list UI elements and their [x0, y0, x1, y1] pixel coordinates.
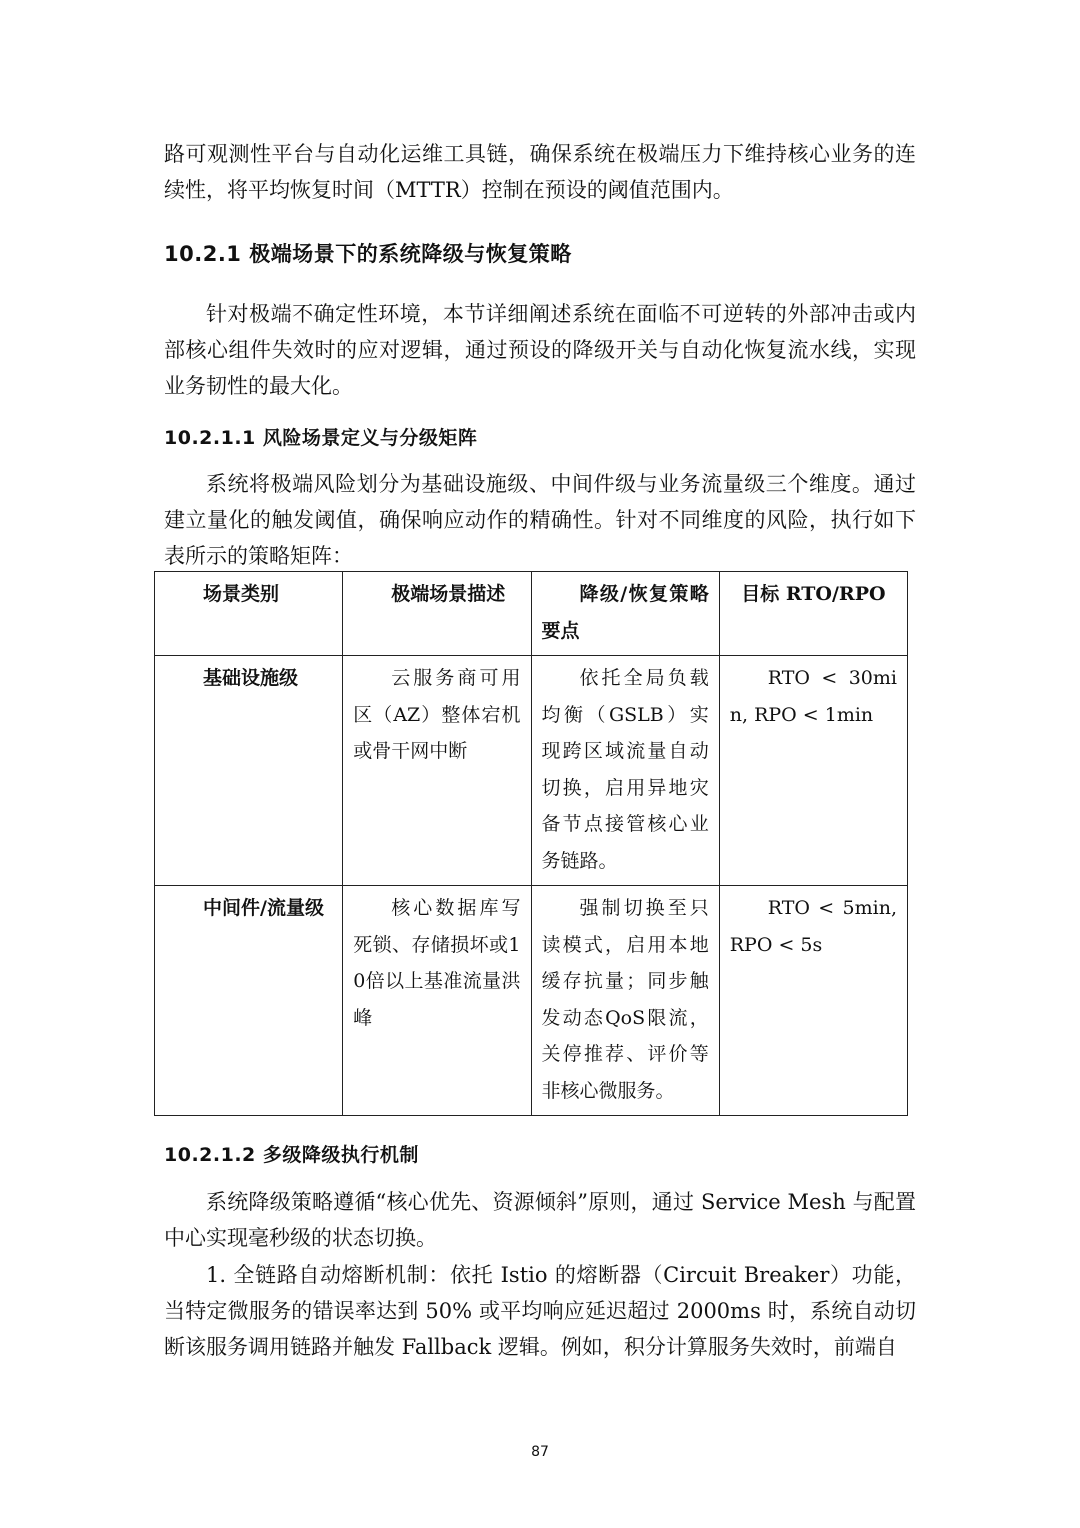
page-number: 87 — [531, 1444, 549, 1460]
table-cell-description: 云服务商可用区（AZ）整体宕机或骨干网中断 — [343, 656, 531, 886]
strategy-matrix-table — [154, 571, 908, 1116]
table-cell-strategy: 依托全局负载均衡（GSLB）实现跨区域流量自动切换，启用异地灾备节点接管核心业务链路。 — [531, 656, 719, 886]
section-heading: 10.2.1 极端场景下的系统降级与恢复策略 — [164, 242, 572, 266]
subsection-heading-risk-matrix: 10.2.1.1 风险场景定义与分级矩阵 — [164, 427, 478, 449]
table-header-row — [155, 572, 908, 656]
subsection-body-risk-matrix: 系统将极端风险划分为基础设施级、中间件级与业务流量级三个维度。通过建立量化的触发阈值，确保响应动作的精确性。针对不同维度的风险，执行如下表所示的策略矩阵： — [164, 472, 916, 568]
table-row — [155, 656, 908, 886]
table-cell-target: RTO < 30min, RPO < 1min — [719, 656, 907, 886]
table-cell-category: 中间件/流量级 — [155, 886, 343, 1116]
table-cell-description: 核心数据库写死锁、存储损坏或10倍以上基准流量洪峰 — [343, 886, 531, 1116]
table-cell-strategy: 强制切换至只读模式，启用本地缓存抗量；同步触发动态QoS限流，关停推荐、评价等非核心微服务。 — [531, 886, 719, 1116]
table-header-target: 目标 RTO/RPO — [719, 572, 907, 656]
intro-paragraph: 路可观测性平台与自动化运维工具链，确保系统在极端压力下维持核心业务的连续性，将平均恢复时间（MTTR）控制在预设的阈值范围内。 — [164, 142, 916, 202]
table-header-description: 极端场景描述 — [343, 572, 531, 656]
table-header-category: 场景类别 — [155, 572, 343, 656]
table-cell-category: 基础设施级 — [155, 656, 343, 886]
section-body: 针对极端不确定性环境，本节详细阐述系统在面临不可逆转的外部冲击或内部核心组件失效时的应对逻辑，通过预设的降级开关与自动化恢复流水线，实现业务韧性的最大化。 — [164, 302, 916, 398]
table-row — [155, 886, 908, 1116]
subsection-heading-degradation: 10.2.1.2 多级降级执行机制 — [164, 1144, 419, 1166]
table-cell-target: RTO < 5min, RPO < 5s — [719, 886, 907, 1116]
subsection-body-degradation: 系统降级策略遵循“核心优先、资源倾斜”原则，通过 Service Mesh 与配置中心实现毫秒级的状态切换。 — [164, 1190, 916, 1250]
table-header-strategy: 降级/恢复策略要点 — [531, 572, 719, 656]
list-item-circuit-breaker: 1. 全链路自动熔断机制：依托 Istio 的熔断器（Circuit Breaker）功能，当特定微服务的错误率达到 50% 或平均响应延迟超过 2000ms 时，系统自动切断该服务调用链路并触发 Fallback 逻辑。例如，积分计算服务失效时，前端自 — [164, 1263, 916, 1359]
